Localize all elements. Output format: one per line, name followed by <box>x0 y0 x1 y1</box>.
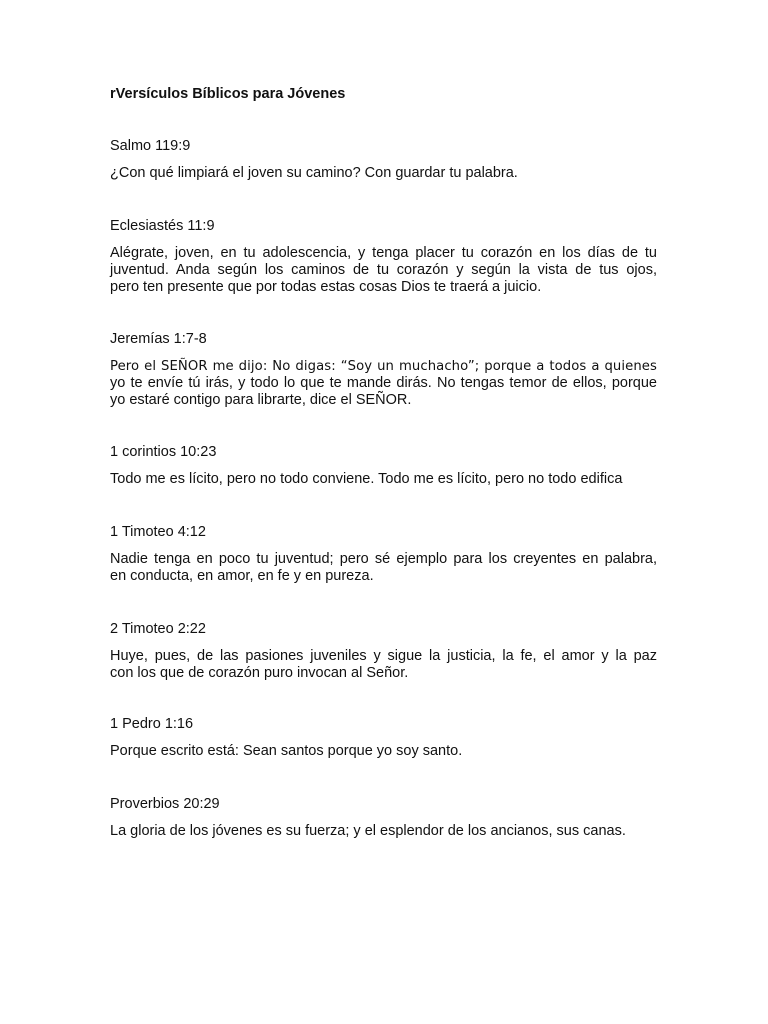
verse-text-line: Huye, pues, de las pasiones juveniles y sigue la justicia, la fe, el amor y la paz <box>110 648 657 664</box>
verse-text-line: La gloria de los jóvenes es su fuerza; y el esplendor de los ancianos, sus canas. <box>110 823 626 839</box>
verse-block-jeremias-1-7-8 <box>110 330 657 409</box>
verse-text <box>110 743 657 760</box>
verse-text <box>110 165 657 182</box>
verse-block-proverbios-20-29 <box>110 795 657 840</box>
verse-text-line: en conducta, en amor, en fe y en pureza. <box>110 568 374 584</box>
verse-text-line: Todo me es lícito, pero no todo conviene. Todo me es lícito, pero no todo edifica <box>110 471 623 487</box>
verse-text <box>110 358 657 409</box>
verse-text-line: Porque escrito está: Sean santos porque yo soy santo. <box>110 743 463 759</box>
verse-reference: 2 Timoteo 2:22 <box>110 621 206 637</box>
verse-block-1-timoteo-4-12 <box>110 523 657 585</box>
verse-block-2-timoteo-2-22 <box>110 620 657 682</box>
verse-reference: Jeremías 1:7-8 <box>110 331 207 347</box>
verse-text-line: con los que de corazón puro invocan al Señor. <box>110 665 409 681</box>
verse-block-1-pedro-1-16 <box>110 715 657 760</box>
verse-block-1-corintios-10-23 <box>110 443 657 488</box>
verse-text <box>110 823 657 840</box>
verse-text-line: pero ten presente que por todas estas cosas Dios te traerá a juicio. <box>110 279 542 295</box>
verse-reference: 1 corintios 10:23 <box>110 444 217 460</box>
verse-text-line: juventud. Anda según los caminos de tu corazón y según la vista de tus ojos, <box>110 262 657 278</box>
verse-text-line: yo te envíe tú irás, y todo lo que te mande dirás. No tengas temor de ellos, porque <box>110 375 657 391</box>
verse-block-salmo-119-9 <box>110 137 657 182</box>
verse-text <box>110 245 657 296</box>
verse-reference: 1 Timoteo 4:12 <box>110 524 206 540</box>
verse-reference: Proverbios 20:29 <box>110 796 220 812</box>
verse-block-eclesiastes-11-9 <box>110 217 657 296</box>
verse-text <box>110 551 657 585</box>
verse-text-line: Pero el SEÑOR me dijo: No digas: “Soy un muchacho”; porque a todos a quienes <box>110 359 657 374</box>
verse-reference: Eclesiastés 11:9 <box>110 218 215 234</box>
verse-text-line: Alégrate, joven, en tu adolescencia, y tenga placer tu corazón en los días de tu <box>110 245 657 261</box>
page-title: rVersículos Bíblicos para Jóvenes <box>110 86 346 102</box>
verse-text-line: Nadie tenga en poco tu juventud; pero sé ejemplo para los creyentes en palabra, <box>110 551 657 567</box>
verse-text <box>110 648 657 682</box>
verse-text-line: ¿Con qué limpiará el joven su camino? Con guardar tu palabra. <box>110 165 518 181</box>
verse-reference: 1 Pedro 1:16 <box>110 716 194 732</box>
verse-text <box>110 471 657 488</box>
verse-text-line: yo estaré contigo para librarte, dice el SEÑOR. <box>110 392 412 408</box>
verse-reference: Salmo 119:9 <box>110 138 191 154</box>
